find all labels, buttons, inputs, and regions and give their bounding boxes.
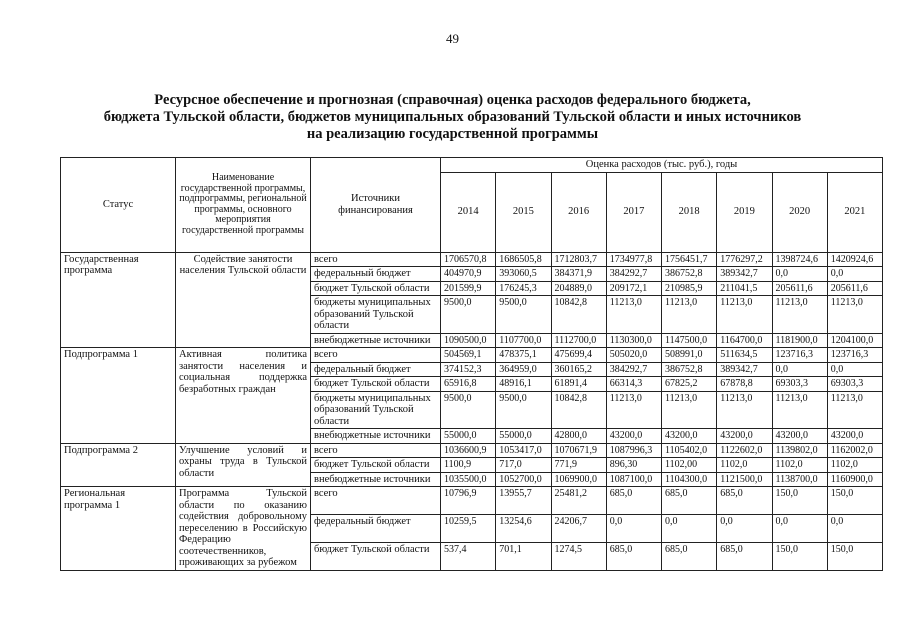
value-cell: 43200,0 (606, 429, 661, 444)
header-estimate: Оценка расходов (тыс. руб.), годы (441, 158, 883, 173)
value-cell: 69303,3 (772, 377, 827, 392)
value-cell: 150,0 (772, 487, 827, 515)
value-cell: 685,0 (606, 487, 661, 515)
status-cell: Региональная программа 1 (61, 487, 176, 571)
table-row (61, 252, 883, 267)
value-cell: 701,1 (496, 542, 551, 570)
title-line-1: Ресурсное обеспечение и прогнозная (справочная) оценка расходов федерального бюджета, (154, 92, 751, 108)
value-cell: 10842,8 (551, 296, 606, 334)
value-cell: 150,0 (772, 542, 827, 570)
status-cell: Государственная программа (61, 252, 176, 348)
value-cell: 1139802,0 (772, 443, 827, 458)
value-cell: 685,0 (662, 542, 717, 570)
header-year: 2020 (772, 172, 827, 252)
value-cell: 771,9 (551, 458, 606, 473)
value-cell: 1420924,6 (827, 252, 882, 267)
value-cell: 1069900,0 (551, 472, 606, 487)
value-cell: 11213,0 (717, 296, 772, 334)
value-cell: 10796,9 (441, 487, 496, 515)
value-cell: 537,4 (441, 542, 496, 570)
value-cell: 1053417,0 (496, 443, 551, 458)
value-cell: 0,0 (772, 362, 827, 377)
value-cell: 389342,7 (717, 362, 772, 377)
source-cell: внебюджетные источники (311, 472, 441, 487)
source-cell: внебюджетные источники (311, 333, 441, 348)
page-number: 49 (446, 31, 459, 46)
value-cell: 1776297,2 (717, 252, 772, 267)
value-cell: 475699,4 (551, 348, 606, 363)
value-cell: 505020,0 (606, 348, 661, 363)
value-cell: 150,0 (827, 542, 882, 570)
value-cell: 1274,5 (551, 542, 606, 570)
value-cell: 1087996,3 (606, 443, 661, 458)
value-cell: 66314,3 (606, 377, 661, 392)
value-cell: 1734977,8 (606, 252, 661, 267)
value-cell: 360165,2 (551, 362, 606, 377)
title-line-2: бюджета Тульской области, бюджетов муниципальных образований Тульской области и иных источников (103, 109, 802, 125)
header-year: 2019 (717, 172, 772, 252)
value-cell: 55000,0 (496, 429, 551, 444)
value-cell: 123716,3 (772, 348, 827, 363)
value-cell: 389342,7 (717, 267, 772, 282)
value-cell: 0,0 (717, 514, 772, 542)
source-cell: всего (311, 252, 441, 267)
value-cell: 384371,9 (551, 267, 606, 282)
value-cell: 11213,0 (606, 296, 661, 334)
value-cell: 55000,0 (441, 429, 496, 444)
value-cell: 374152,3 (441, 362, 496, 377)
value-cell: 1138700,0 (772, 472, 827, 487)
value-cell: 1112700,0 (551, 333, 606, 348)
value-cell: 1087100,0 (606, 472, 661, 487)
value-cell: 504569,1 (441, 348, 496, 363)
value-cell: 1164700,0 (717, 333, 772, 348)
header-status: Статус (61, 158, 176, 253)
source-cell: внебюджетные источники (311, 429, 441, 444)
table-row (61, 348, 883, 363)
value-cell: 204889,0 (551, 281, 606, 296)
value-cell: 10259,5 (441, 514, 496, 542)
value-cell: 11213,0 (772, 296, 827, 334)
value-cell: 0,0 (772, 514, 827, 542)
value-cell: 1204100,0 (827, 333, 882, 348)
value-cell: 24206,7 (551, 514, 606, 542)
value-cell: 1686505,8 (496, 252, 551, 267)
value-cell: 1036600,9 (441, 443, 496, 458)
value-cell: 1130300,0 (606, 333, 661, 348)
value-cell: 11213,0 (717, 391, 772, 429)
status-cell: Подпрограмма 2 (61, 443, 176, 487)
source-cell: бюджет Тульской области (311, 377, 441, 392)
value-cell: 1706570,8 (441, 252, 496, 267)
value-cell: 1102,00 (662, 458, 717, 473)
value-cell: 9500,0 (441, 296, 496, 334)
table-row (61, 443, 883, 458)
value-cell: 67825,2 (662, 377, 717, 392)
value-cell: 61891,4 (551, 377, 606, 392)
value-cell: 0,0 (827, 514, 882, 542)
value-cell: 1107700,0 (496, 333, 551, 348)
value-cell: 1100,9 (441, 458, 496, 473)
value-cell: 1398724,6 (772, 252, 827, 267)
value-cell: 404970,9 (441, 267, 496, 282)
value-cell: 210985,9 (662, 281, 717, 296)
value-cell: 1147500,0 (662, 333, 717, 348)
value-cell: 386752,8 (662, 267, 717, 282)
value-cell: 1160900,0 (827, 472, 882, 487)
source-cell: федеральный бюджет (311, 267, 441, 282)
value-cell: 11213,0 (662, 296, 717, 334)
document-title (0, 92, 905, 143)
value-cell: 11213,0 (827, 391, 882, 429)
value-cell: 0,0 (606, 514, 661, 542)
value-cell: 13955,7 (496, 487, 551, 515)
value-cell: 42800,0 (551, 429, 606, 444)
source-cell: всего (311, 487, 441, 515)
value-cell: 69303,3 (827, 377, 882, 392)
title-line-3: на реализацию государственной программы (306, 126, 599, 142)
value-cell: 65916,8 (441, 377, 496, 392)
value-cell: 364959,0 (496, 362, 551, 377)
value-cell: 11213,0 (827, 296, 882, 334)
value-cell: 43200,0 (772, 429, 827, 444)
source-cell: бюджет Тульской области (311, 458, 441, 473)
value-cell: 176245,3 (496, 281, 551, 296)
source-cell: федеральный бюджет (311, 362, 441, 377)
source-cell: бюджет Тульской области (311, 281, 441, 296)
source-cell: федеральный бюджет (311, 514, 441, 542)
value-cell: 211041,5 (717, 281, 772, 296)
value-cell: 11213,0 (606, 391, 661, 429)
value-cell: 11213,0 (662, 391, 717, 429)
value-cell: 43200,0 (662, 429, 717, 444)
program-name-cell: Программа Тульской области по оказанию содействия добровольному переселению в Российскую Федерацию соотечественников, проживающих за рубежом (176, 487, 311, 571)
value-cell: 508991,0 (662, 348, 717, 363)
table-body (61, 252, 883, 570)
value-cell: 43200,0 (827, 429, 882, 444)
table-row (61, 487, 883, 515)
value-cell: 0,0 (772, 267, 827, 282)
header-name: Наименование государственной программы, подпрограммы, региональной программы, основного мероприятия государственной программы (176, 158, 311, 253)
header-year: 2016 (551, 172, 606, 252)
value-cell: 43200,0 (717, 429, 772, 444)
value-cell: 685,0 (717, 542, 772, 570)
value-cell: 1756451,7 (662, 252, 717, 267)
value-cell: 9500,0 (496, 391, 551, 429)
value-cell: 1122602,0 (717, 443, 772, 458)
value-cell: 9500,0 (496, 296, 551, 334)
budget-table (60, 157, 883, 571)
value-cell: 205611,6 (827, 281, 882, 296)
value-cell: 1090500,0 (441, 333, 496, 348)
value-cell: 1052700,0 (496, 472, 551, 487)
value-cell: 209172,1 (606, 281, 661, 296)
value-cell: 896,30 (606, 458, 661, 473)
value-cell: 9500,0 (441, 391, 496, 429)
value-cell: 1102,0 (827, 458, 882, 473)
value-cell: 384292,7 (606, 267, 661, 282)
header-year: 2021 (827, 172, 882, 252)
value-cell: 384292,7 (606, 362, 661, 377)
value-cell: 123716,3 (827, 348, 882, 363)
value-cell: 48916,1 (496, 377, 551, 392)
value-cell: 10842,8 (551, 391, 606, 429)
header-row-1 (61, 158, 883, 173)
value-cell: 25481,2 (551, 487, 606, 515)
value-cell: 1121500,0 (717, 472, 772, 487)
value-cell: 11213,0 (772, 391, 827, 429)
value-cell: 1070671,9 (551, 443, 606, 458)
header-year: 2014 (441, 172, 496, 252)
source-cell: всего (311, 348, 441, 363)
program-name-cell: Содействие занятости населения Тульской области (176, 252, 311, 348)
value-cell: 0,0 (827, 267, 882, 282)
value-cell: 1035500,0 (441, 472, 496, 487)
header-sources: Источники финансирования (311, 158, 441, 253)
value-cell: 685,0 (717, 487, 772, 515)
value-cell: 0,0 (662, 514, 717, 542)
source-cell: бюджет Тульской области (311, 542, 441, 570)
value-cell: 1181900,0 (772, 333, 827, 348)
value-cell: 1102,0 (772, 458, 827, 473)
value-cell: 685,0 (662, 487, 717, 515)
value-cell: 150,0 (827, 487, 882, 515)
value-cell: 478375,1 (496, 348, 551, 363)
source-cell: всего (311, 443, 441, 458)
value-cell: 386752,8 (662, 362, 717, 377)
value-cell: 0,0 (827, 362, 882, 377)
header-year: 2015 (496, 172, 551, 252)
value-cell: 201599,9 (441, 281, 496, 296)
value-cell: 1105402,0 (662, 443, 717, 458)
source-cell: бюджеты муниципальных образований Тульской области (311, 296, 441, 334)
value-cell: 1712803,7 (551, 252, 606, 267)
value-cell: 511634,5 (717, 348, 772, 363)
value-cell: 685,0 (606, 542, 661, 570)
value-cell: 393060,5 (496, 267, 551, 282)
source-cell: бюджеты муниципальных образований Тульской области (311, 391, 441, 429)
value-cell: 1162002,0 (827, 443, 882, 458)
header-year: 2017 (606, 172, 661, 252)
value-cell: 13254,6 (496, 514, 551, 542)
value-cell: 205611,6 (772, 281, 827, 296)
value-cell: 1104300,0 (662, 472, 717, 487)
value-cell: 717,0 (496, 458, 551, 473)
program-name-cell: Улучшение условий и охраны труда в Тульской области (176, 443, 311, 487)
value-cell: 67878,8 (717, 377, 772, 392)
value-cell: 1102,0 (717, 458, 772, 473)
header-year: 2018 (662, 172, 717, 252)
program-name-cell: Активная политика занятости населения и социальная поддержка безработных граждан (176, 348, 311, 444)
status-cell: Подпрограмма 1 (61, 348, 176, 444)
